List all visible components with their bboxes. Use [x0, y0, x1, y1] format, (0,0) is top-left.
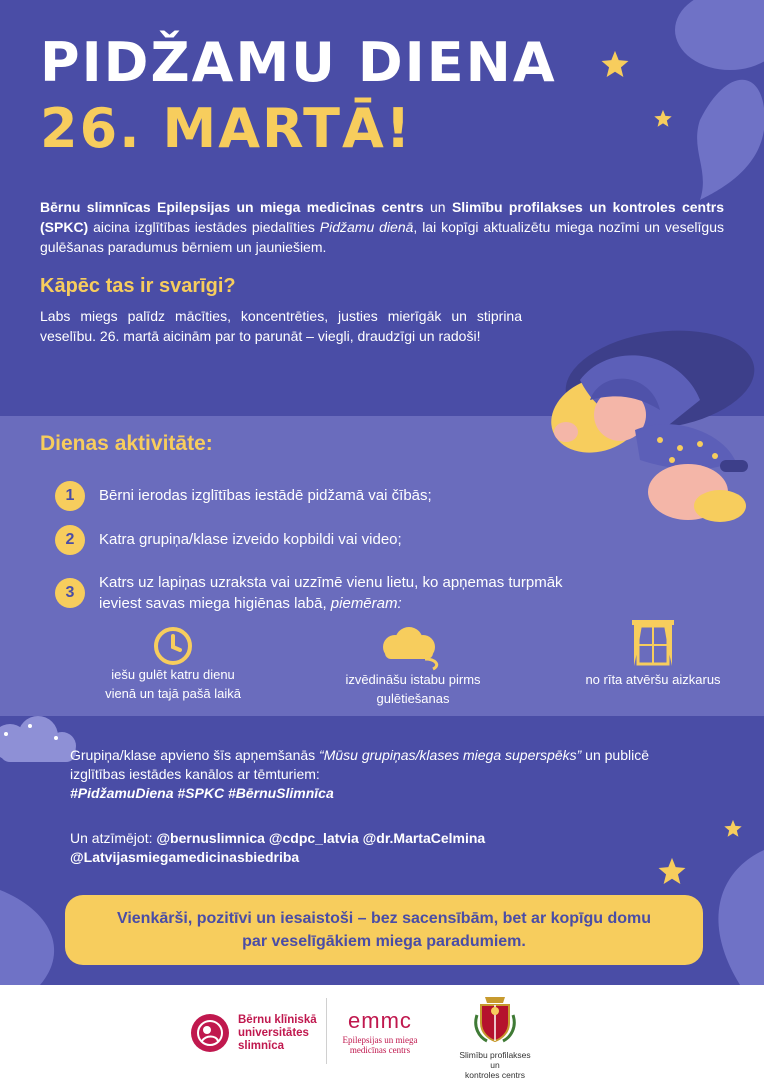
page-title: PIDŽAMU DIENA [40, 31, 557, 94]
page-date-title: 26. MARTĀ! [40, 97, 413, 160]
share-lead: Grupiņa/klase apvieno šīs apņemšanās [70, 747, 320, 763]
window-curtains-icon [630, 618, 676, 670]
intro-mid1: un [423, 199, 452, 215]
activity-heading: Dienas aktivitāte: [40, 432, 213, 455]
step-text: Bērni ierodas izglītības iestādē pidžamā vai čībās; [99, 487, 432, 504]
intro-mid2: aicina izglītības iestādes piedalīties [88, 219, 320, 235]
leaf-decoration-top-right [640, 0, 764, 200]
intro-paragraph [40, 197, 724, 257]
clock-icon [153, 626, 193, 666]
why-text: Labs miegs palīdz mācīties, koncentrēties, justies mierīgāk un stiprina veselību. 26. martā aicinām par to parunāt – viegli, draudzīgi un radoši! [40, 308, 522, 344]
spkc-line1: Slimību profilakses un [459, 1050, 531, 1070]
activity-step-2 [55, 525, 569, 555]
mentions-handles: @bernuslimnica @cdpc_latvia @dr.MartaCelmina @Latvijasmiegamedicinasbiedriba [70, 830, 486, 865]
bkus-logo-text [238, 1014, 317, 1053]
intro-rest: , lai kopīgi aktualizētu miega nozīmi un veselīgus gulēšanas paradumus bērniem un jauniešiem. [40, 219, 724, 255]
hashtags: #PidžamuDiena #SPKC #BērnuSlimnīca [70, 785, 334, 801]
bkus-line1: Bērnu klīniskā [238, 1013, 317, 1026]
star-icon [722, 818, 744, 840]
callout-box [65, 895, 703, 965]
bkus-logo-icon [190, 1013, 230, 1053]
why-heading: Kāpēc tas ir svarīgi? [40, 275, 236, 297]
logo-emmc [340, 1010, 420, 1055]
step-text [99, 572, 569, 614]
share-paragraph [70, 746, 680, 784]
coat-of-arms-icon [473, 995, 517, 1043]
activity-step-3 [55, 574, 569, 614]
bkus-line2: universitātes [238, 1026, 309, 1039]
step-text-main: Katrs uz lapiņas uzraksta vai uzzīmē vienu lietu, ko apņemas turpmāk ieviest savas miega higiēnas labā, [99, 574, 563, 612]
activity-step-1 [55, 481, 569, 511]
example-tip-3: no rīta atvēršu aizkarus [585, 672, 721, 687]
sleeping-child-illustration [540, 320, 764, 545]
step-text: Katra grupiņa/klase izveido kopbildi vai video; [99, 531, 402, 548]
cloud-icon [375, 625, 445, 671]
example-tip-1: iešu gulēt katru dienu vienā un tajā pašā laikā [105, 667, 241, 701]
star-icon [598, 48, 632, 82]
step-number-badge: 1 [55, 481, 85, 511]
mentions-label: Un atzīmējot: [70, 830, 153, 846]
share-quote: “Mūsu grupiņas/klases miega superspēks” [319, 747, 582, 763]
callout-text: Vienkārši, pozitīvi un iesaistoši – bez sacensībām, bet ar kopīgu domu par veselīgākiem miega paradumiem. [116, 910, 652, 950]
emmc-line1: Epilepsijas un miega [342, 1035, 418, 1045]
intro-event: Pidžamu dienā [319, 219, 414, 235]
share-rest: un publicē izglītības iestādes kanālos ar tēmturiem: [70, 747, 649, 782]
footer-divider [326, 998, 327, 1064]
spkc-line2: kontroles centrs [465, 1070, 525, 1080]
intro-org1: Bērnu slimnīcas Epilepsijas un miega medicīnas centrs [40, 199, 424, 215]
bkus-line3: slimnīca [238, 1039, 285, 1052]
mentions-paragraph [70, 829, 555, 867]
step-text-example: piemēram: [330, 595, 402, 612]
example-tip-2: izvēdināšu istabu pirms gulētiešanas [345, 672, 481, 706]
emmc-wordmark: emmc [348, 1008, 412, 1033]
logo-spkc [455, 995, 535, 1080]
step-number-badge: 2 [55, 525, 85, 555]
star-icon [652, 108, 674, 130]
intro-org2: Slimību profilakses un kontroles centrs (SPKC) [40, 199, 724, 235]
emmc-line2: medicīnas centrs [349, 1045, 411, 1055]
step-number-badge: 3 [55, 578, 85, 608]
cloud-decoration-left [0, 712, 80, 767]
logo-bernu-kliniska-slimnica [190, 1013, 317, 1053]
